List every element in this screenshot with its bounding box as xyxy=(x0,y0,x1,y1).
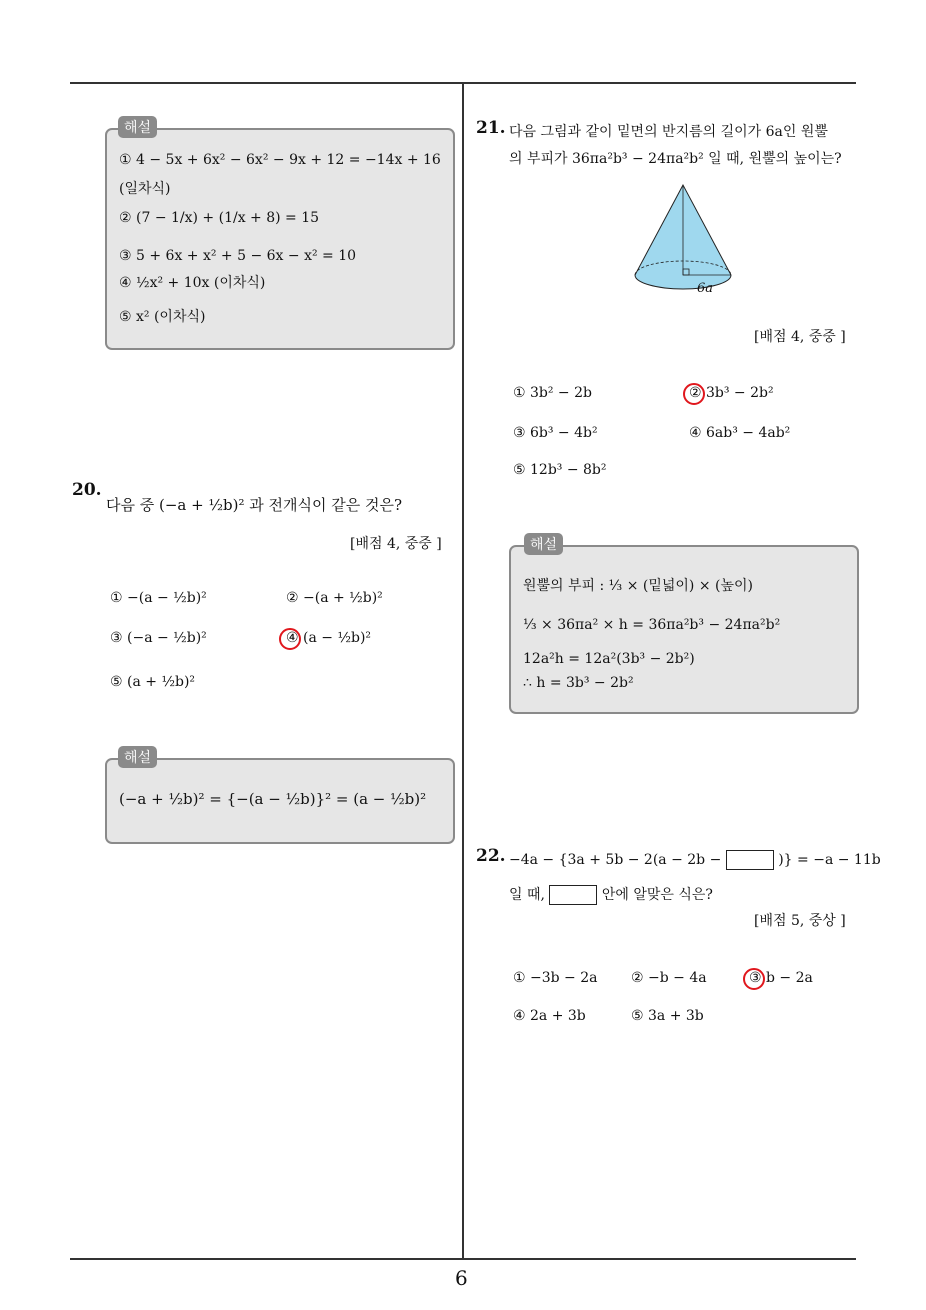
solution-tag: 해설 xyxy=(524,533,563,555)
question-text: 다음 그림과 같이 밑면의 반지름의 길이가 6a인 원뿔 xyxy=(509,124,828,140)
option-3[interactable]: ③ b − 2a xyxy=(749,970,813,986)
option-1[interactable]: ① −3b − 2a xyxy=(513,970,598,986)
solution-line: ④ ½x² + 10x (이차식) xyxy=(119,275,266,291)
solution-tag: 해설 xyxy=(118,116,157,138)
option-1[interactable]: ① −(a − ½b)² xyxy=(110,590,207,606)
solution-line: ⅓ × 36πa² × h = 36πa²b³ − 24πa²b² xyxy=(523,617,781,633)
option-5[interactable]: ⑤ 12b³ − 8b² xyxy=(513,462,607,478)
option-4[interactable]: ④ 6ab³ − 4ab² xyxy=(689,425,791,441)
solution-line: (−a + ½b)² = {−(a − ½b)}² = (a − ½b)² xyxy=(119,790,427,808)
expression-left: −4a − {3a + 5b − 2(a − 2b − xyxy=(509,852,722,868)
answer-blank xyxy=(549,885,597,905)
option-5[interactable]: ⑤ 3a + 3b xyxy=(631,1008,704,1024)
bottom-rule xyxy=(70,1258,856,1260)
question-text xyxy=(509,884,713,905)
solution-line: (일차식) xyxy=(119,181,171,197)
score-label: [배점 5, 중상 ] xyxy=(754,913,846,929)
question-number: 20. xyxy=(72,480,102,500)
solution-line: ③ 5 + 6x + x² + 5 − 6x − x² = 10 xyxy=(119,248,357,264)
option-2[interactable]: ② −b − 4a xyxy=(631,970,707,986)
answer-circle xyxy=(683,383,705,405)
option-4[interactable]: ④ 2a + 3b xyxy=(513,1008,586,1024)
option-4[interactable]: ④ (a − ½b)² xyxy=(286,630,372,646)
question-expression xyxy=(509,850,881,870)
solution-box-21 xyxy=(509,545,859,714)
option-3[interactable]: ③ (−a − ½b)² xyxy=(110,630,207,646)
score-label: [배점 4, 중중 ] xyxy=(754,329,846,345)
solution-line: ① 4 − 5x + 6x² − 6x² − 9x + 12 = −14x + 16 xyxy=(119,152,441,168)
solution-line: ∴ h = 3b³ − 2b² xyxy=(523,675,634,691)
solution-box-19 xyxy=(105,128,455,350)
option-1[interactable]: ① 3b² − 2b xyxy=(513,385,592,401)
question-text: 다음 중 (−a + ½b)² 과 전개식이 같은 것은? xyxy=(106,496,403,514)
figure-label: 6a xyxy=(697,281,714,296)
page-number: 6 xyxy=(455,1266,468,1290)
option-3[interactable]: ③ 6b³ − 4b² xyxy=(513,425,598,441)
answer-blank[interactable] xyxy=(726,850,774,870)
question-text: 의 부피가 36πa²b³ − 24πa²b² 일 때, 원뿔의 높이는? xyxy=(509,151,842,167)
answer-circle xyxy=(743,968,765,990)
column-divider xyxy=(462,82,464,1260)
solution-line: 원뿔의 부피 : ⅓ × (밑넓이) × (높이) xyxy=(523,578,753,594)
option-2[interactable]: ② 3b³ − 2b² xyxy=(689,385,774,401)
solution-line: ② (7 − 1/x) + (1/x + 8) = 15 xyxy=(119,210,320,226)
solution-line: ⑤ x² (이차식) xyxy=(119,309,206,325)
question-text-post: 안에 알맞은 식은? xyxy=(601,887,713,903)
solution-line: 12a²h = 12a²(3b³ − 2b²) xyxy=(523,651,695,667)
question-text-pre: 일 때, xyxy=(509,887,545,903)
solution-tag: 해설 xyxy=(118,746,157,768)
question-number: 22. xyxy=(476,846,506,866)
expression-right: )} = −a − 11b xyxy=(778,852,881,868)
answer-circle xyxy=(279,628,301,650)
option-2[interactable]: ② −(a + ½b)² xyxy=(286,590,383,606)
question-number: 21. xyxy=(476,118,506,138)
score-label: [배점 4, 중중 ] xyxy=(350,536,442,552)
cone-figure xyxy=(630,180,740,300)
option-5[interactable]: ⑤ (a + ½b)² xyxy=(110,674,196,690)
solution-box-20 xyxy=(105,758,455,844)
